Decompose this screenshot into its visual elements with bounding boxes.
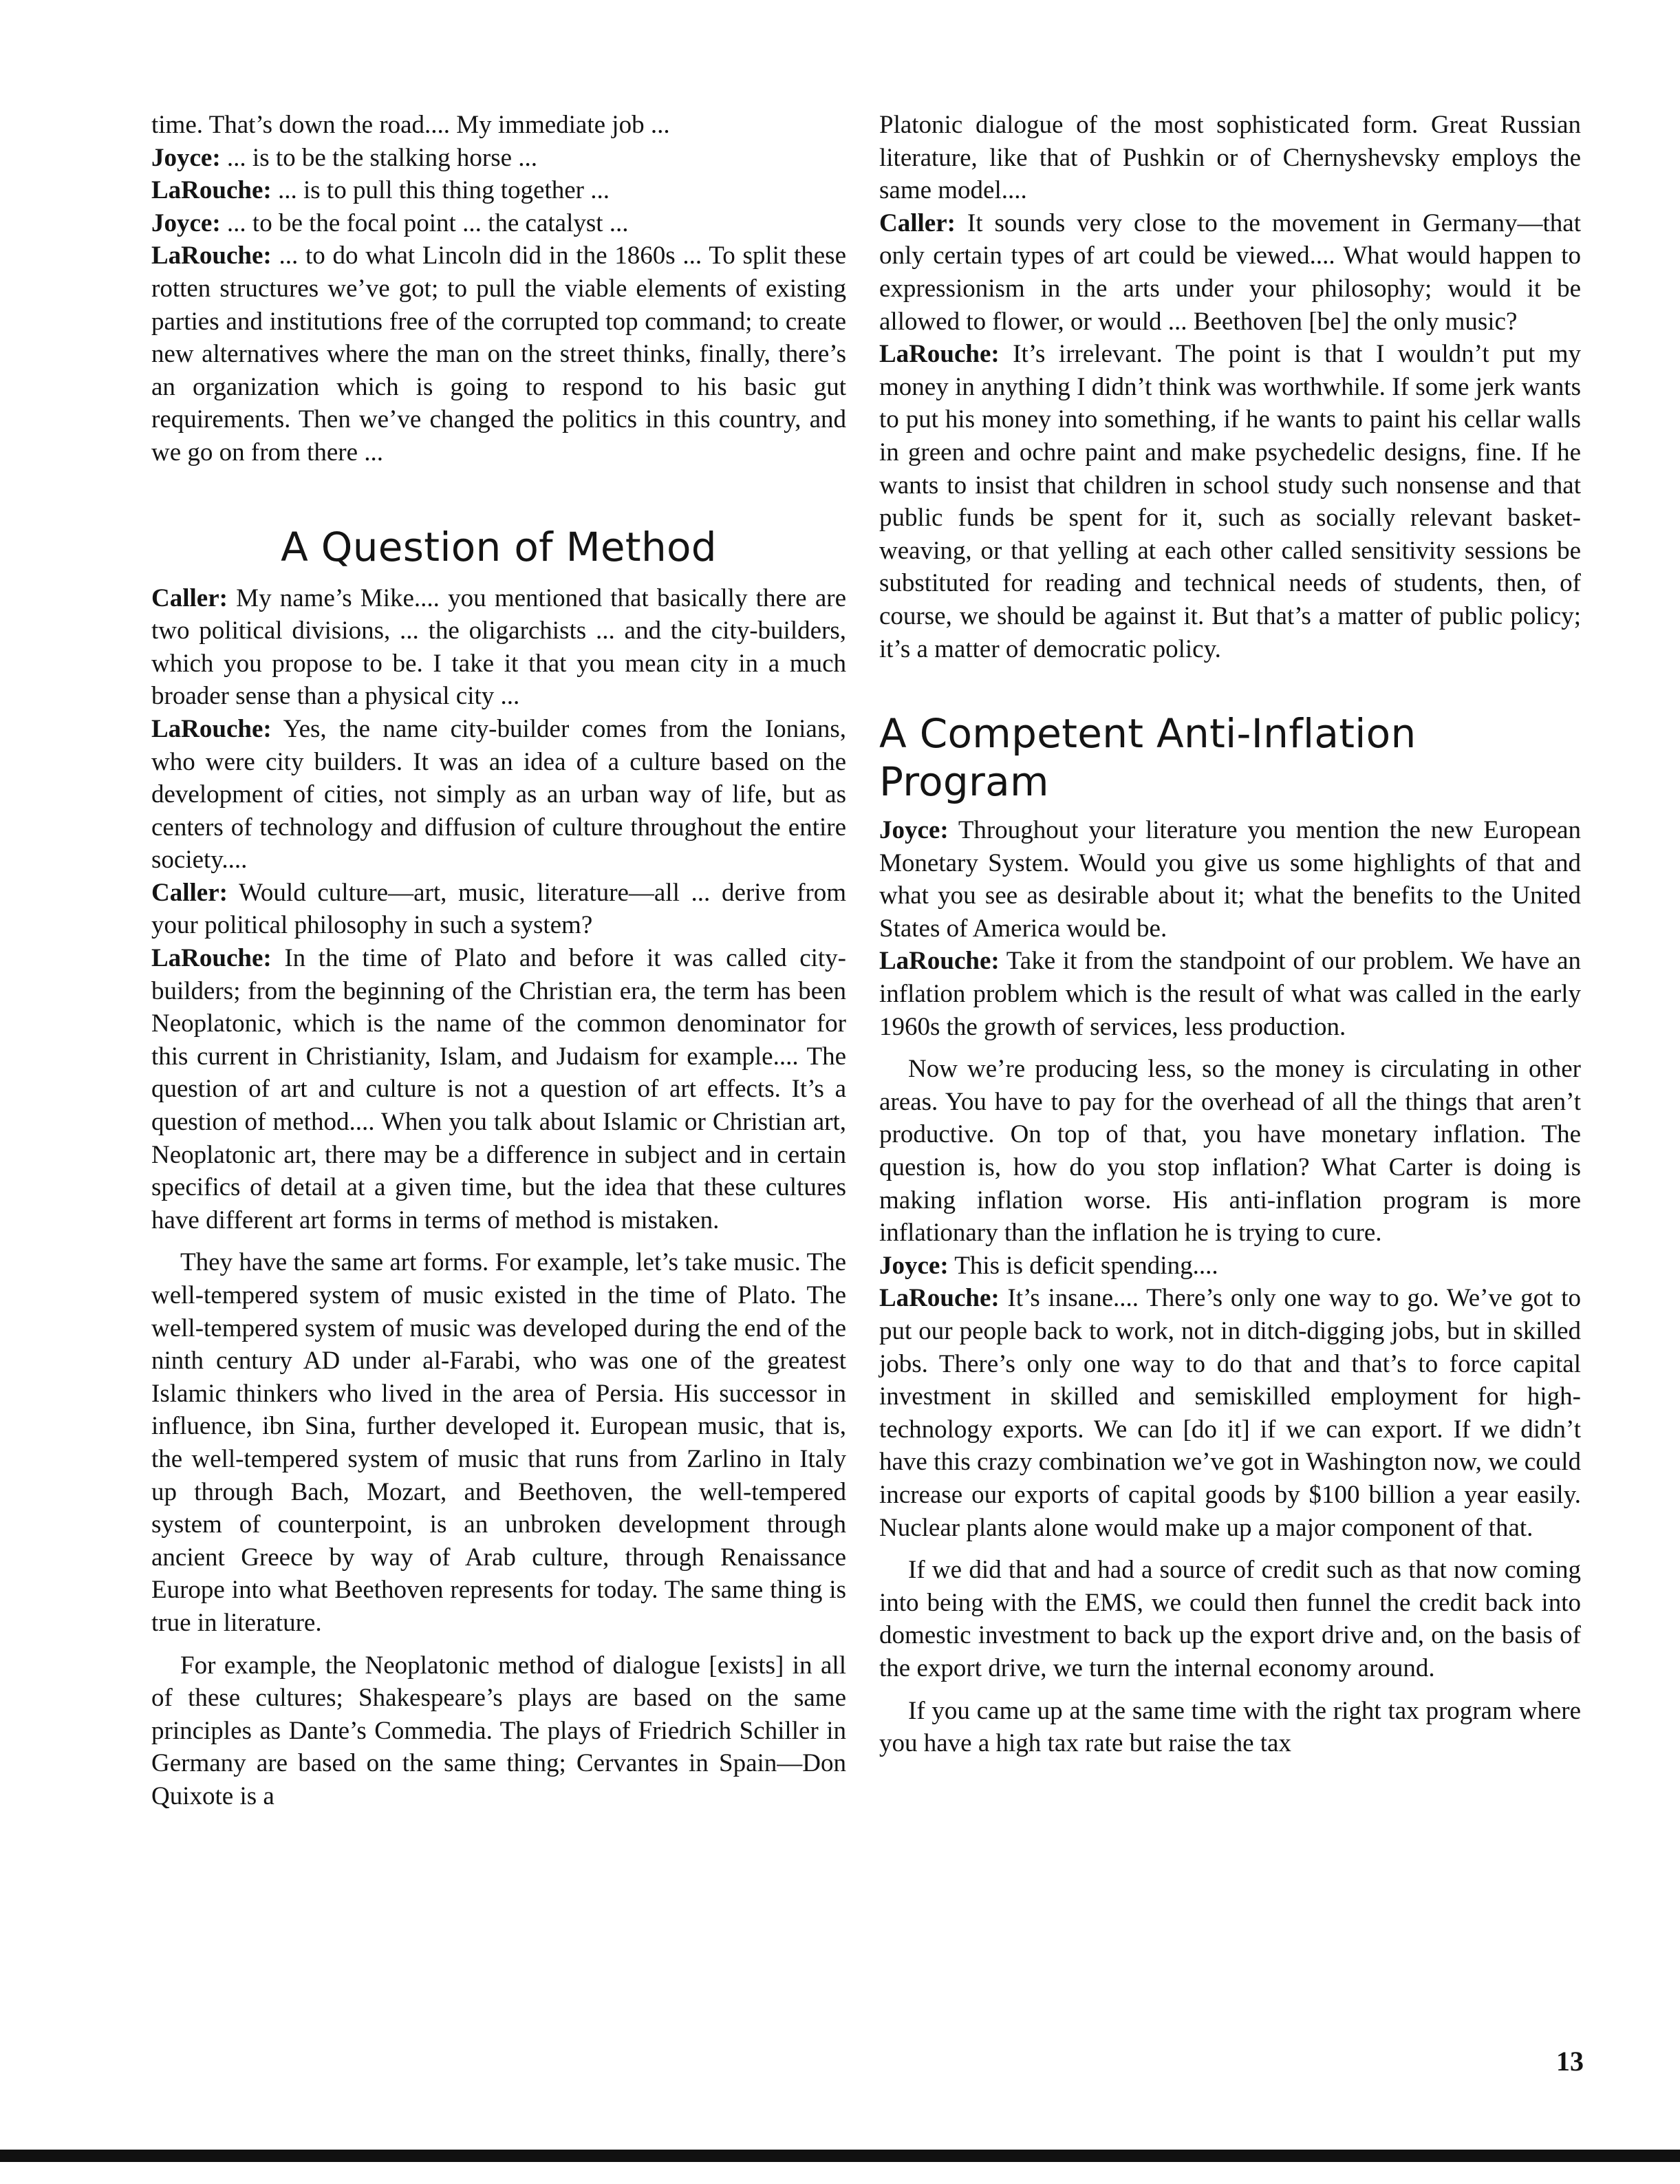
dialogue-line bbox=[151, 109, 846, 142]
dialogue-line bbox=[151, 142, 846, 175]
dialogue-line bbox=[151, 582, 846, 713]
speaker-name: Joyce: bbox=[879, 1251, 949, 1280]
dialogue-text: Take it from the standpoint of our problem. We have an inflation problem which is the result of what was called in the early 1960s the growth of services, less production. bbox=[879, 947, 1581, 1041]
right-intro-dialogue bbox=[879, 109, 1581, 665]
dialogue-text: ... to be the focal point ... the catalyst ... bbox=[220, 208, 629, 237]
speaker-name: Caller: bbox=[151, 878, 228, 907]
right-paragraph-producing-less: Now we’re producing less, so the money is circulating in other areas. You have to pay for the overhead of all the things that aren’t productive. On top of that, you have monetary inflation. The question is, how do you stop inflation? What Carter is doing is making inflation worse. His anti-inflation program is more inflationary than the inflation he is trying to cure. bbox=[879, 1055, 1581, 1248]
dialogue-text: It’s insane.... There’s only one way to go. We’ve got to put our people back to work, not in ditch-digging jobs, but in skilled jobs. There’s only one way to do that and that’s to force capital investment in skilled and semiskilled employment for high-technology exports. We can [do it] if we can export. If we didn’t have this crazy combination we’ve got in Washington now, we could increase our exports of capital goods by $100 billion a year easily. Nuclear plants alone would make up a major component of that. bbox=[879, 1284, 1581, 1542]
speaker-name: Joyce: bbox=[151, 208, 221, 237]
dialogue-line bbox=[879, 814, 1581, 945]
bottom-rule bbox=[0, 2150, 1680, 2162]
left-column bbox=[151, 109, 846, 1813]
speaker-name: Caller: bbox=[151, 584, 228, 612]
dialogue-line bbox=[151, 877, 846, 942]
dialogue-text: My name’s Mike.... you mentioned that basically there are two political divisions, ... the oligarchists ... and the city-builders, which you propose to be. I take it that you mean city in a much broader sense than a physical city ... bbox=[151, 584, 846, 711]
speaker-name: LaRouche: bbox=[879, 1284, 1000, 1313]
speaker-name: LaRouche: bbox=[151, 176, 272, 205]
speaker-name: Joyce: bbox=[879, 816, 949, 845]
section-heading-anti-inflation-program: A Competent Anti-Inflation Program bbox=[879, 710, 1417, 806]
speaker-name: LaRouche: bbox=[151, 944, 272, 973]
dialogue-text: Would culture—art, music, literature—all ... derive from your political philosophy in such a system? bbox=[151, 878, 846, 940]
right-dialogue-deficit bbox=[879, 1250, 1581, 1544]
left-paragraph-dialogue-method: For example, the Neoplatonic method of dialogue [exists] in all of these cultures; Shakespeare’s plays are based on the same principles as Dante’s Commedia. The plays of Friedrich Schiller in Germany are based on the same thing; Cervantes in Spain—Don Quixote is a bbox=[151, 1651, 846, 1810]
section-heading-question-of-method: A Question of Method bbox=[281, 523, 717, 570]
dialogue-text: ... is to be the stalking horse ... bbox=[220, 143, 538, 172]
dialogue-line bbox=[151, 239, 846, 469]
left-intro-dialogue bbox=[151, 109, 846, 469]
speaker-name: Joyce: bbox=[151, 143, 221, 172]
dialogue-text: Platonic dialogue of the most sophisticated form. Great Russian literature, like that of Pushkin or of Chernyshevsky employs the same model.... bbox=[879, 111, 1581, 205]
dialogue-text: time. That’s down the road.... My immediate job ... bbox=[151, 111, 670, 139]
dialogue-text: Throughout your literature you mention the new European Monetary System. Would you give us some highlights of that and what you see as desirable about it; what the benefits to the United States of America would be. bbox=[879, 816, 1581, 943]
dialogue-line bbox=[151, 713, 846, 877]
left-paragraph-art-forms: They have the same art forms. For example, let’s take music. The well-tempered system of music existed in the time of Plato. The well-tempered system of music was developed during the end of the ninth century AD under al-Farabi, who was one of the greatest Islamic thinkers who lived in the area of Persia. His successor in influence, ibn Sina, further developed it. European music, that is, the well-tempered system of music that runs from Zarlino in Italy up through Bach, Mozart, and Beethoven, the well-tempered system of counterpoint, is an unbroken development through ancient Greece by way of Arab culture, through Renaissance Europe into what Beethoven represents for today. The same thing is true in literature. bbox=[151, 1248, 846, 1637]
speaker-name: LaRouche: bbox=[879, 947, 1000, 976]
right-paragraph-ems-credit: If we did that and had a source of credit such as that now coming into being with the EMS, we could then funnel the credit back into domestic investment to back up the export drive and, on the basis of the export drive, we turn the internal economy around. bbox=[879, 1556, 1581, 1682]
dialogue-line bbox=[151, 174, 846, 207]
speaker-name: LaRouche: bbox=[151, 242, 272, 270]
dialogue-line bbox=[879, 338, 1581, 665]
left-section-dialogue bbox=[151, 582, 846, 1237]
dialogue-line bbox=[879, 945, 1581, 1043]
dialogue-text: This is deficit spending.... bbox=[948, 1251, 1218, 1280]
dialogue-line bbox=[151, 207, 846, 240]
right-paragraph-tax-program: If you came up at the same time with the right tax program where you have a high tax rate but raise the tax bbox=[879, 1696, 1581, 1758]
right-column bbox=[879, 109, 1581, 1760]
dialogue-line bbox=[879, 109, 1581, 207]
dialogue-line bbox=[879, 1250, 1581, 1283]
dialogue-text: It’s irrelevant. The point is that I wouldn’t put my money in anything I didn’t think was worthwhile. If some jerk wants to put his money into something, if he wants to paint his cellar walls in green and ochre paint and make psychedelic designs, fine. If he wants to insist that children in school study such nonsense and that public funds be spent for it, such as socially relevant basket-weaving, or that yelling at each other called sensitivity sessions be substituted for reading and technical needs of students, then, of course, we should be against it. But that’s a matter of public policy; it’s a matter of democratic policy. bbox=[879, 340, 1581, 663]
dialogue-line bbox=[151, 942, 846, 1236]
speaker-name: Caller: bbox=[879, 208, 956, 237]
dialogue-text: In the time of Plato and before it was called city-builders; from the beginning of the Christian era, the term has been Neoplatonic, which is the name of the common denominator for this current in Christianity, Islam, and Judaism for example.... The question of art and culture is not a question of art effects. It’s a question of method.... When you talk about Islamic or Christian art, Neoplatonic art, there may be a difference in subject and in certain specifics of detail at a given time, but the idea that these cultures have different art forms in terms of method is mistaken. bbox=[151, 944, 846, 1234]
speaker-name: LaRouche: bbox=[151, 714, 272, 743]
dialogue-text: Yes, the name city-builder comes from the Ionians, who were city builders. It was an idea of a culture based on the development of cities, not simply as an urban way of life, but as centers of technology and diffusion of culture throughout the entire society.... bbox=[151, 714, 846, 875]
dialogue-line bbox=[879, 207, 1581, 338]
dialogue-text: ... to do what Lincoln did in the 1860s ... To split these rotten structures we’ve got; to pull the viable elements of existing parties and institutions free of the corrupted top command; to create new alternatives where the man on the street thinks, finally, there’s an organization which is going to respond to his basic gut requirements. Then we’ve changed the politics in this country, and we go on from there ... bbox=[151, 242, 846, 467]
dialogue-text: ... is to pull this thing together ... bbox=[271, 176, 610, 205]
page-number: 13 bbox=[1556, 2046, 1584, 2077]
dialogue-line bbox=[879, 1282, 1581, 1544]
right-section-dialogue bbox=[879, 814, 1581, 1043]
dialogue-text: It sounds very close to the movement in Germany—that only certain types of art could be viewed.... What would happen to expressionism in the arts under your philosophy; would it be allowed to flower, or would ... Beethoven [be] the only music? bbox=[879, 208, 1581, 336]
speaker-name: LaRouche: bbox=[879, 340, 1000, 369]
